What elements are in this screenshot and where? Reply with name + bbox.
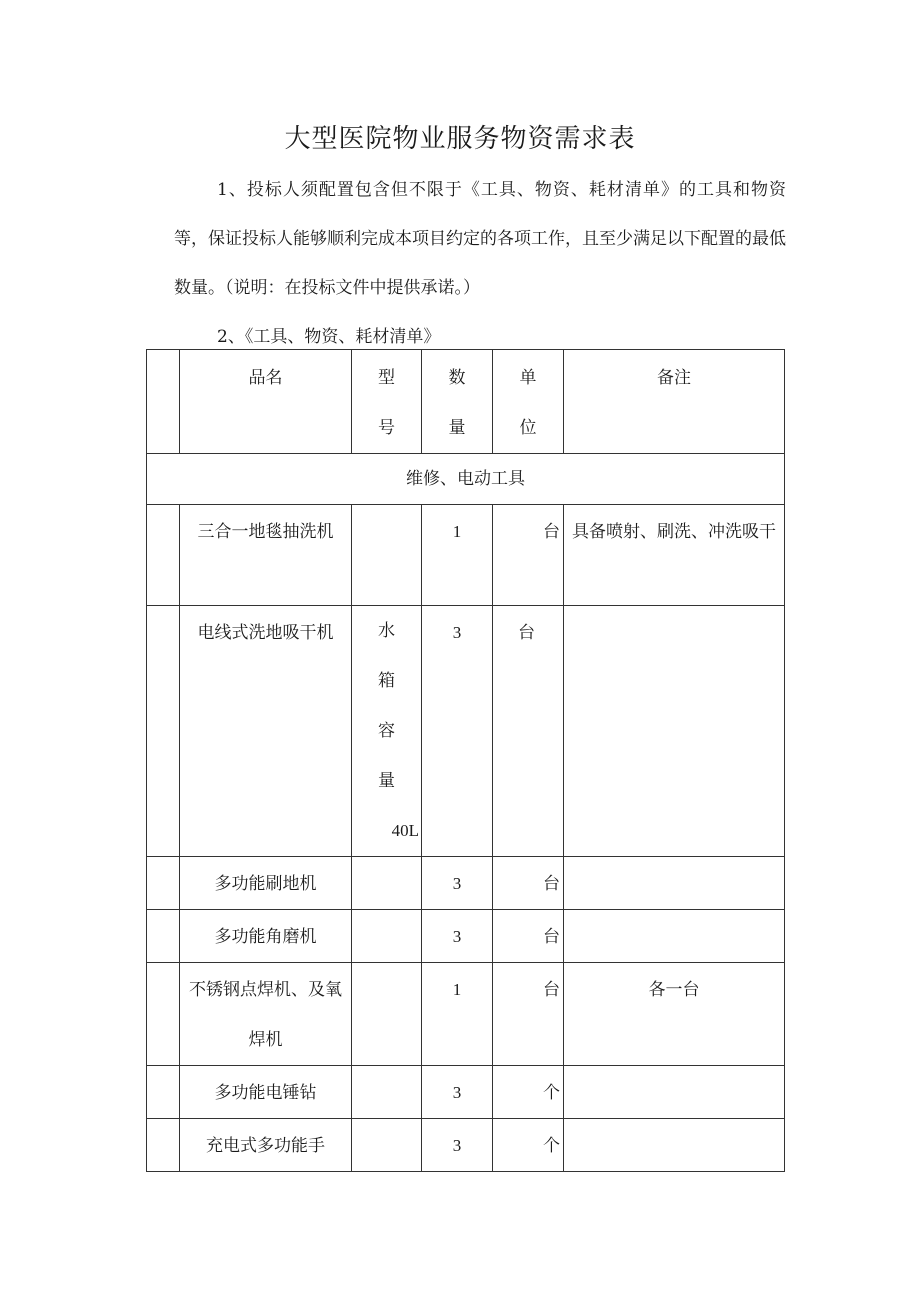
item-name: 充电式多功能手 <box>180 1119 352 1172</box>
item-unit: 个 <box>493 1066 564 1119</box>
table-row <box>147 1066 785 1119</box>
header-model-char: 号 <box>378 418 395 438</box>
item-note <box>564 910 785 963</box>
item-unit: 台 <box>493 606 564 857</box>
index-cell <box>147 1066 180 1119</box>
item-name: 多功能电锤钻 <box>180 1066 352 1119</box>
header-model-char: 型 <box>378 368 395 388</box>
item-model-char: 箱 <box>378 671 395 691</box>
header-unit-char: 单 <box>519 368 537 388</box>
item-model-char: 水 <box>378 621 395 641</box>
section-row <box>147 454 785 505</box>
header-name: 品名 <box>180 350 352 454</box>
item-note <box>564 1119 785 1172</box>
item-model <box>352 963 422 1066</box>
table-row <box>147 910 785 963</box>
item-qty: 3 <box>422 1119 493 1172</box>
item-qty: 3 <box>422 606 493 857</box>
item-note: 具备喷射、刷洗、冲洗吸干 <box>564 505 785 606</box>
index-cell <box>147 910 180 963</box>
header-index-cell <box>147 350 180 454</box>
header-unit-char: 位 <box>519 418 537 438</box>
item-unit: 台 <box>493 505 564 606</box>
index-cell <box>147 857 180 910</box>
list-caption: 2、《工具、物资、耗材清单》 <box>217 327 441 347</box>
item-model-capacity: 40L <box>391 821 419 840</box>
item-unit: 台 <box>493 963 564 1066</box>
table-row <box>147 1119 785 1172</box>
item-model <box>352 1066 422 1119</box>
item-model-char: 容 <box>378 721 395 741</box>
item-model-char: 量 <box>378 771 395 791</box>
header-qty <box>422 350 493 454</box>
table-row <box>147 857 785 910</box>
requirement-paragraph: 1、投标人须配置包含但不限于《工具、物资、耗材清单》的工具和物资等，保证投标人能够顺利完成本项目约定的各项工作，且至少满足以下配置的最低数量。（说明：在投标文件中提供承诺。） <box>174 180 786 298</box>
header-unit <box>493 350 564 454</box>
item-name: 多功能刷地机 <box>180 857 352 910</box>
item-unit: 台 <box>493 857 564 910</box>
item-unit: 个 <box>493 1119 564 1172</box>
index-cell <box>147 505 180 606</box>
item-note <box>564 606 785 857</box>
header-note: 备注 <box>564 350 785 454</box>
table-row <box>147 606 785 857</box>
item-name: 不锈钢点焊机、及氧焊机 <box>180 963 352 1066</box>
header-qty-char: 量 <box>448 418 466 438</box>
index-cell <box>147 606 180 857</box>
index-cell <box>147 963 180 1066</box>
header-qty-char: 数 <box>448 368 466 388</box>
item-model <box>352 606 422 857</box>
item-unit: 台 <box>493 910 564 963</box>
materials-table <box>146 349 785 1172</box>
item-name: 三合一地毯抽洗机 <box>180 505 352 606</box>
item-model <box>352 857 422 910</box>
table-row <box>147 505 785 606</box>
item-note: 各一台 <box>564 963 785 1066</box>
item-model <box>352 505 422 606</box>
item-qty: 3 <box>422 857 493 910</box>
index-cell <box>147 1119 180 1172</box>
table-header-row <box>147 350 785 454</box>
header-model <box>352 350 422 454</box>
item-model <box>352 1119 422 1172</box>
item-name: 多功能角磨机 <box>180 910 352 963</box>
item-qty: 3 <box>422 910 493 963</box>
item-qty: 1 <box>422 963 493 1066</box>
page-title: 大型医院物业服务物资需求表 <box>284 124 636 154</box>
item-qty: 3 <box>422 1066 493 1119</box>
section-title: 维修、电动工具 <box>147 454 785 505</box>
item-model <box>352 910 422 963</box>
item-note <box>564 857 785 910</box>
item-qty: 1 <box>422 505 493 606</box>
table-row <box>147 963 785 1066</box>
item-note <box>564 1066 785 1119</box>
item-name: 电线式洗地吸干机 <box>180 606 352 857</box>
